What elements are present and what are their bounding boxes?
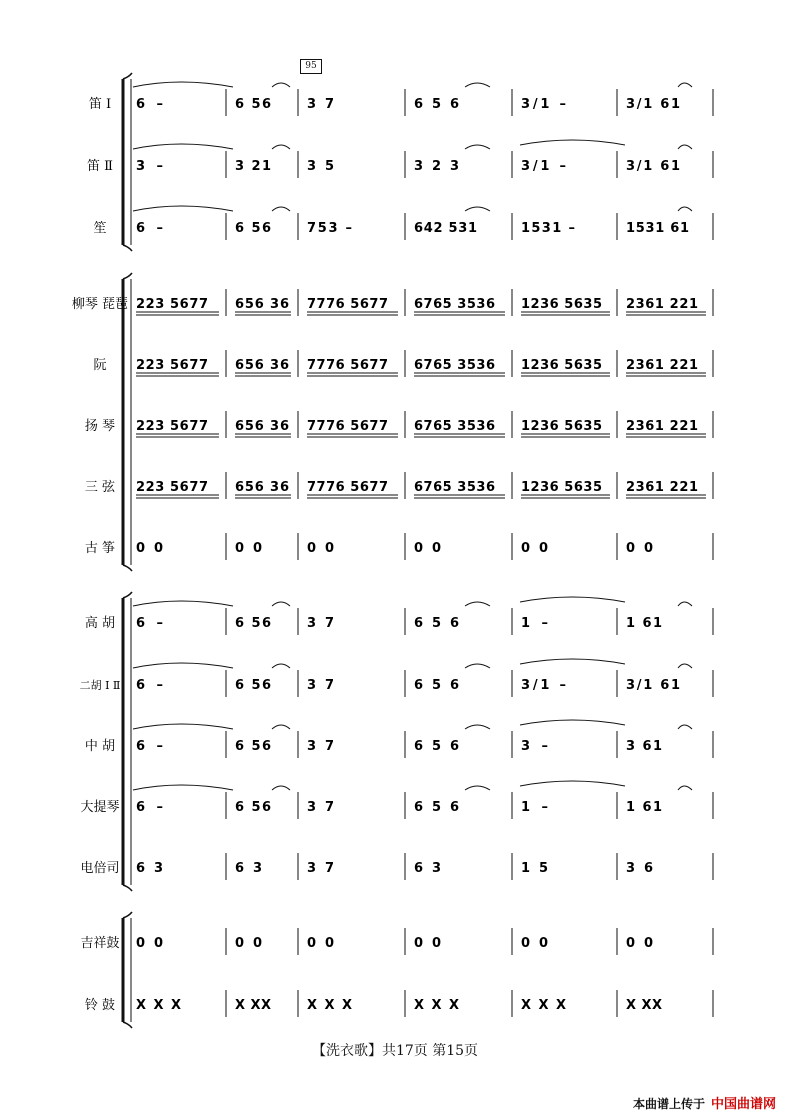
note-cell: 3 5: [307, 159, 334, 174]
bracket-hook-bottom: [123, 885, 132, 891]
slur: [465, 602, 490, 606]
note-cell: 0 0: [136, 541, 163, 556]
instrument-label: 笛 Ⅱ: [87, 159, 113, 174]
bracket-hook-bottom: [123, 565, 132, 571]
instrument-label: 铃 鼓: [84, 998, 116, 1013]
note-cell: 1 –: [521, 616, 548, 631]
instrument-label: 高 胡: [84, 616, 116, 631]
bracket-hook-top: [123, 273, 132, 279]
note-cell: 1 61: [626, 800, 662, 815]
note-cell: 6 –: [136, 739, 163, 754]
note-cell: 1236 5635: [521, 419, 602, 434]
note-cell: 642 531: [414, 221, 477, 236]
bracket-hook-top: [123, 73, 132, 79]
slur: [272, 664, 290, 668]
slur: [133, 724, 233, 729]
note-cell: 3 21: [235, 159, 271, 174]
tie: [520, 781, 625, 786]
note-cell: 223 5677: [136, 358, 208, 373]
note-cell: X XX: [235, 998, 271, 1013]
upload-credit: [633, 1093, 776, 1112]
note-cell: 6 56: [235, 800, 271, 815]
instrument-label: 二胡 Ⅰ Ⅱ: [79, 679, 121, 692]
instrument-label: 古 筝: [84, 541, 116, 556]
slur: [133, 785, 233, 790]
note-cell: 3/1 61: [626, 678, 680, 693]
slur: [465, 664, 490, 668]
tie: [520, 659, 625, 664]
upload-text: 本曲谱上传于: [632, 1097, 705, 1111]
note-cell: 6765 3536: [414, 297, 495, 312]
instrument-label: 扬 琴: [84, 419, 116, 434]
note-cell: 2361 221: [626, 480, 698, 495]
slur: [678, 725, 692, 729]
slur: [465, 145, 490, 149]
note-cell: 0 0: [235, 936, 262, 951]
slur: [133, 82, 233, 87]
note-cell: 3/1 61: [626, 159, 680, 174]
note-cell: 0 0: [521, 541, 548, 556]
note-cell: 656 36: [235, 358, 289, 373]
instrument-label: 大提琴: [80, 800, 120, 815]
note-cell: 6 –: [136, 221, 163, 236]
note-cell: 223 5677: [136, 419, 208, 434]
bracket-hook-bottom: [123, 245, 132, 251]
slur: [272, 83, 290, 87]
instrument-label: 吉祥鼓: [80, 936, 120, 951]
instrument-label: 电倍司: [80, 861, 120, 876]
note-cell: 6 –: [136, 800, 163, 815]
note-cell: 3 7: [307, 800, 334, 815]
note-cell: 7776 5677: [307, 297, 388, 312]
note-cell: 6 56: [235, 739, 271, 754]
slur: [272, 725, 290, 729]
note-cell: X XX: [626, 998, 662, 1013]
note-cell: 6 3: [136, 861, 163, 876]
note-cell: 1531 61: [626, 221, 689, 236]
slur: [465, 725, 490, 729]
note-cell: 2361 221: [626, 358, 698, 373]
slur: [133, 206, 233, 211]
bracket-hook-top: [123, 912, 132, 918]
slur: [465, 207, 490, 211]
note-cell: 753 –: [307, 221, 352, 236]
note-cell: 6 56: [235, 221, 271, 236]
note-cell: 6 5 6: [414, 97, 459, 112]
slur: [678, 207, 692, 211]
slur: [133, 663, 233, 668]
bracket-hook-top: [123, 592, 132, 598]
note-cell: 2361 221: [626, 297, 698, 312]
note-cell: 6 –: [136, 616, 163, 631]
note-cell: 3 2 3: [414, 159, 459, 174]
note-cell: 3 –: [136, 159, 163, 174]
instrument-label: 柳琴 琵琶: [71, 297, 129, 312]
measure-number: 95: [300, 59, 322, 74]
slur: [678, 602, 692, 606]
slur: [272, 602, 290, 606]
note-cell: 3/1 –: [521, 678, 566, 693]
note-cell: 0 0: [307, 541, 334, 556]
note-cell: 6 –: [136, 678, 163, 693]
slur: [465, 786, 490, 790]
note-cell: 6 3: [235, 861, 262, 876]
note-cell: 3 7: [307, 97, 334, 112]
note-cell: 6765 3536: [414, 419, 495, 434]
page-footer: 【洗衣歌】共17页 第15页: [311, 1043, 479, 1059]
tie: [520, 720, 625, 725]
note-cell: 6765 3536: [414, 480, 495, 495]
note-cell: 1236 5635: [521, 358, 602, 373]
slur: [678, 83, 692, 87]
note-cell: 0 0: [414, 541, 441, 556]
note-cell: 223 5677: [136, 297, 208, 312]
note-cell: 3 –: [521, 739, 548, 754]
note-cell: 0 0: [136, 936, 163, 951]
note-cell: 6 3: [414, 861, 441, 876]
note-cell: 6 5 6: [414, 678, 459, 693]
note-cell: 656 36: [235, 419, 289, 434]
slur: [133, 601, 233, 606]
slur: [272, 145, 290, 149]
slur: [678, 786, 692, 790]
note-cell: X X X: [307, 998, 352, 1013]
note-cell: 3/1 61: [626, 97, 680, 112]
bracket-hook-bottom: [123, 1022, 132, 1028]
slur: [272, 207, 290, 211]
note-cell: 3 7: [307, 678, 334, 693]
slur: [678, 664, 692, 668]
note-cell: 6 5 6: [414, 616, 459, 631]
note-cell: 656 36: [235, 297, 289, 312]
note-cell: 0 0: [626, 541, 653, 556]
slur: [272, 786, 290, 790]
note-cell: 1 61: [626, 616, 662, 631]
note-cell: 0 0: [521, 936, 548, 951]
slur: [133, 144, 233, 149]
note-cell: 6765 3536: [414, 358, 495, 373]
note-cell: 3 7: [307, 739, 334, 754]
note-cell: 0 0: [626, 936, 653, 951]
note-cell: 7776 5677: [307, 419, 388, 434]
note-cell: 2361 221: [626, 419, 698, 434]
note-cell: 0 0: [235, 541, 262, 556]
note-cell: 1236 5635: [521, 297, 602, 312]
note-cell: 1 5: [521, 861, 548, 876]
note-cell: 1236 5635: [521, 480, 602, 495]
instrument-label: 三 弦: [84, 480, 116, 495]
note-cell: 0 0: [307, 936, 334, 951]
note-cell: 6 5 6: [414, 800, 459, 815]
site-logo: 中国曲谱网: [710, 1097, 776, 1112]
note-cell: 656 36: [235, 480, 289, 495]
note-cell: X X X: [521, 998, 566, 1013]
note-cell: 223 5677: [136, 480, 208, 495]
note-cell: 0 0: [414, 936, 441, 951]
instrument-label: 中 胡: [84, 739, 116, 754]
note-cell: X X X: [136, 998, 181, 1013]
note-cell: 3 7: [307, 616, 334, 631]
slur: [678, 145, 692, 149]
note-cell: 6 56: [235, 616, 271, 631]
note-cell: 7776 5677: [307, 358, 388, 373]
tie: [520, 140, 625, 145]
note-cell: 6 56: [235, 678, 271, 693]
note-cell: 1 –: [521, 800, 548, 815]
note-cell: 3/1 –: [521, 159, 566, 174]
note-cell: 3/1 –: [521, 97, 566, 112]
slur: [465, 83, 490, 87]
note-cell: 3 7: [307, 861, 334, 876]
note-cell: 1531 –: [521, 221, 575, 236]
note-cell: X X X: [414, 998, 459, 1013]
tie: [520, 597, 625, 602]
instrument-label: 阮: [93, 358, 107, 373]
instrument-label: 笙: [93, 221, 107, 236]
note-cell: 7776 5677: [307, 480, 388, 495]
note-cell: 6 –: [136, 97, 163, 112]
instrument-label: 笛 Ⅰ: [88, 97, 112, 112]
note-cell: 3 6: [626, 861, 653, 876]
note-cell: 6 56: [235, 97, 271, 112]
note-cell: 6 5 6: [414, 739, 459, 754]
note-cell: 3 61: [626, 739, 662, 754]
